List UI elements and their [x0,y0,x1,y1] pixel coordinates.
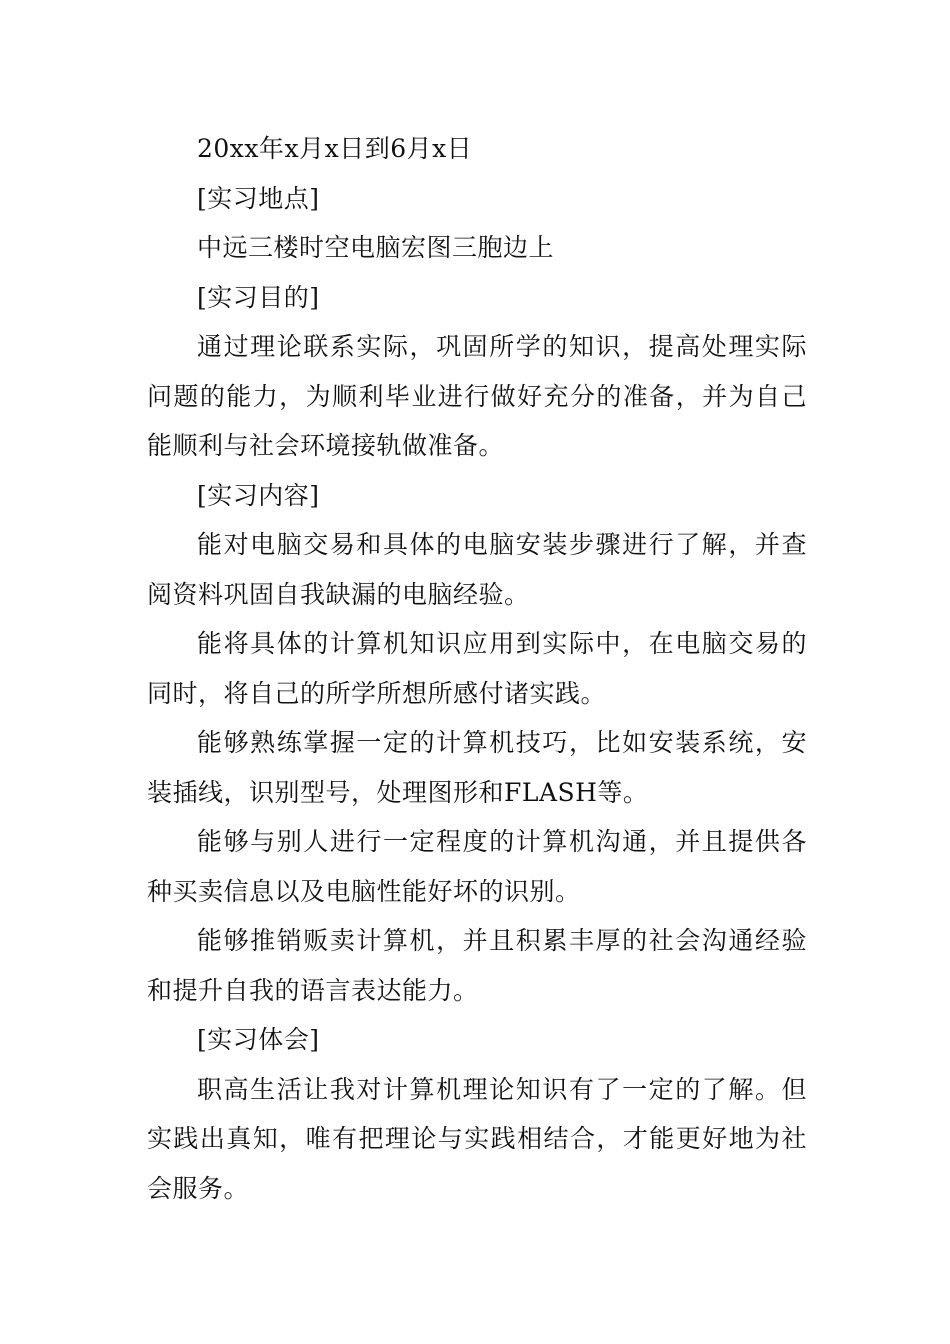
section-heading-location: [实习地点] [197,183,320,213]
content-item-4: 能够与别人进行一定程度的计算机沟通，并且提供各种买卖信息以及电脑性能好坏的识别。 [147,827,807,906]
internship-period: 20xx年x月x日到6月x日 [197,134,473,163]
content-item-1: 能对电脑交易和具体的电脑安装步骤进行了解，并查阅资料巩固自我缺漏的电脑经验。 [147,530,807,609]
section-heading-content: [实习内容] [197,480,320,510]
section-heading-reflection: [实习体会] [197,1025,320,1054]
content-item-3: 能够熟练掌握一定的计算机技巧，比如安装系统，安装插线，识别型号，处理图形和FLASH等。 [147,728,807,807]
content-item-2: 能将具体的计算机知识应用到实际中，在电脑交易的同时，将自己的所学所想所感付诸实践。 [147,629,807,708]
reflection-text: 职高生活让我对计算机理论知识有了一定的了解。但实践出真知，唯有把理论与实践相结合，才能更好地为社会服务。 [147,1074,807,1203]
content-item-5: 能够推销贩卖计算机，并且积累丰厚的社会沟通经验和提升自我的语言表达能力。 [147,926,807,1005]
document-body [147,124,807,1213]
section-heading-purpose: [实习目的] [197,282,320,312]
purpose-text: 通过理论联系实际，巩固所学的知识，提高处理实际问题的能力，为顺利毕业进行做好充分的准备，并为自己能顺利与社会环境接轨做准备。 [147,332,807,460]
location-text: 中远三楼时空电脑宏图三胞边上 [197,233,555,262]
